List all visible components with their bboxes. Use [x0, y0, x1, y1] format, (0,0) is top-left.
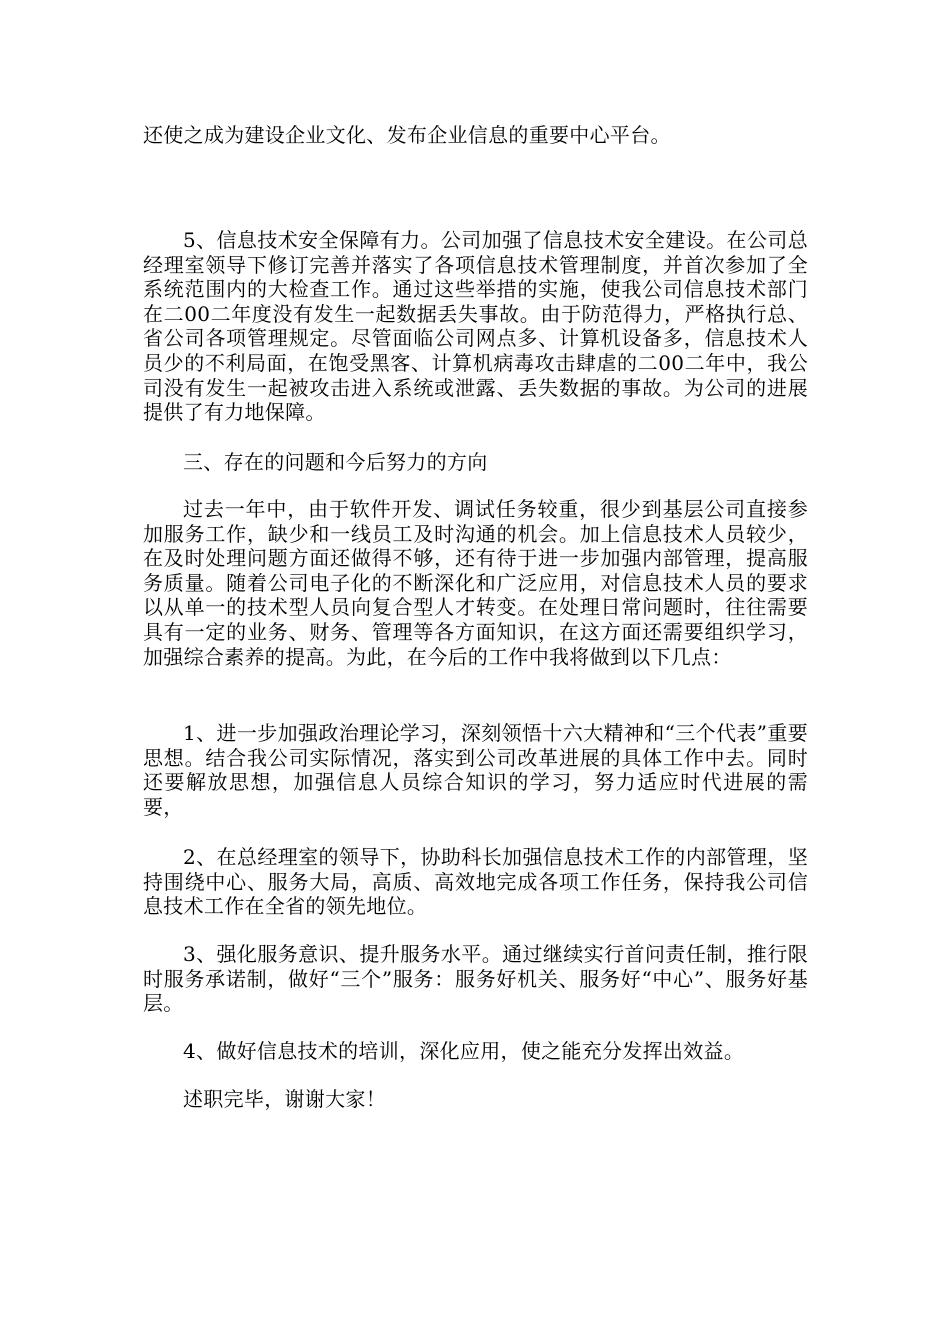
list-item-1: 1、进一步加强政治理论学习，深刻领悟十六大精神和“三个代表”重要思想。结合我公司实际情况，落实到公司改革进展的具体工作中去。同时还要解放思想，加强信息人员综合知识的学习，努力适应时代进展的需要， — [143, 721, 808, 819]
list-item-2: 2、在总经理室的领导下，协助科长加强信息技术工作的内部管理，坚持围绕中心、服务大局，高质、高效地完成各项工作任务，保持我公司信息技术工作在全省的领先地位。 — [143, 845, 808, 919]
paragraph-security-assurance: 5、信息技术安全保障有力。公司加强了信息技术安全建设。在公司总经理室领导下修订完善并落实了各项信息技术管理制度，并首次参加了全系统范围内的大检查工作。通过这些举措的实施，使我公司信息技术部门在二00二年度没有发生一起数据丢失事故。由于防范得力，严格执行总、省公司各项管理规定。尽管面临公司网点多、计算机设备多，信息技术人员少的不利局面，在饱受黑客、计算机病毒攻击肆虐的二00二年中，我公司没有发生一起被攻击进入系统或泄露、丢失数据的事故。为公司的进展提供了有力地保障。 — [143, 228, 808, 425]
section-heading-problems: 三、存在的问题和今后努力的方向 — [183, 450, 488, 474]
list-item-4: 4、做好信息技术的培训，深化应用，使之能充分发挥出效益。 — [183, 1039, 745, 1063]
paragraph-past-year: 过去一年中，由于软件开发、调试任务较重，很少到基层公司直接参加服务工作，缺少和一线员工及时沟通的机会。加上信息技术人员较少，在及时处理问题方面还做得不够，还有待于进一步加强内部管理，提高服务质量。随着公司电子化的不断深化和广泛应用，对信息技术人员的要求以从单一的技术型人员向复合型人才转变。在处理日常问题时，往往需要具有一定的业务、财务、管理等各方面知识，在这方面还需要组织学习，加强综合素养的提高。为此，在今后的工作中我将做到以下几点： — [143, 497, 808, 669]
list-item-3: 3、强化服务意识、提升服务水平。通过继续实行首问责任制，推行限时服务承诺制，做好“三个”服务：服务好机关、服务好“中心”、服务好基层。 — [143, 942, 808, 1016]
closing-remark: 述职完毕，谢谢大家！ — [183, 1087, 386, 1111]
paragraph-intro-continuation: 还使之成为建设企业文化、发布企业信息的重要中心平台。 — [143, 123, 671, 147]
